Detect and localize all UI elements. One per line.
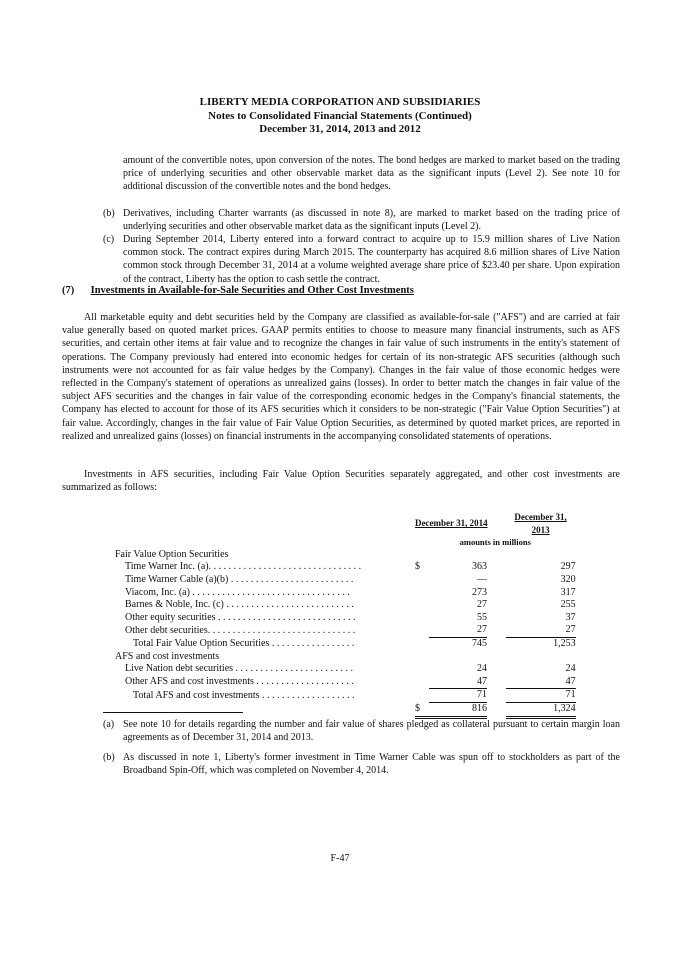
table-row: [115, 587, 576, 600]
footnote-b: [103, 751, 620, 777]
row-label: Other AFS and cost investments . . . . . . . . . . . . . . . . . . . .: [125, 676, 354, 688]
value-2014: 24: [477, 663, 487, 675]
footnote-a: [103, 718, 620, 744]
table-row: [115, 599, 576, 612]
value-2014: 363: [472, 561, 487, 573]
page-header: [0, 96, 680, 137]
subtotal-row: [115, 637, 576, 650]
group-label: AFS and cost investments: [115, 650, 220, 662]
list-item-label: (b): [103, 208, 115, 219]
column-header-2014: December 31, 2014: [415, 518, 488, 529]
value-2014: —: [477, 573, 487, 585]
continuation-paragraph: amount of the convertible notes, upon conversion of the notes. The bond hedges are marked to market based on the trading price of underlying securities and other observable market data as the significant inputs (Level 2). See note 10 for additional discussion of the convertible notes and the bond hedges.: [123, 155, 620, 193]
grand-total-row: [115, 702, 576, 717]
list-item-text: During September 2014, Liberty entered into a forward contract to acquire up to 15.9 million shares of Live Nation common stock. The contract expires during March 2015. The counterparty has acquired 8.6 million shares of Live Nation common stock through December 31, 2014 at a volume weighted average share price of $23.40 per share. Upon expiration of the contract, Liberty has the option to cash settle the contract.: [123, 234, 620, 285]
section-title: Investments in Available-for-Sale Securities and Other Cost Investments: [90, 285, 414, 296]
footnote-divider: [103, 712, 243, 713]
table-row: [115, 663, 576, 676]
company-name: LIBERTY MEDIA CORPORATION AND SUBSIDIARIES: [199, 96, 481, 108]
investments-table: [115, 511, 576, 719]
row-label: Barnes & Noble, Inc. (c) . . . . . . . . . . . . . . . . . . . . . . . . . .: [125, 599, 354, 611]
section-number: (7): [62, 285, 75, 296]
value-2014: 273: [472, 586, 487, 598]
value-2013: 24: [565, 663, 576, 675]
table-row: [115, 612, 576, 625]
value-2013: 317: [560, 586, 576, 598]
footnote-label: (a): [103, 719, 115, 730]
row-label: Viacom, Inc. (a) . . . . . . . . . . . . . . . . . . . . . . . . . . . . . . . .: [125, 586, 350, 598]
value-2013: 71: [506, 689, 576, 703]
value-2014: 71: [429, 689, 487, 703]
value-2014: 27: [477, 599, 487, 611]
group-label-row: [115, 549, 576, 562]
page-number: F-47: [330, 853, 350, 864]
column-header-2013: December 31, 2013: [514, 512, 567, 535]
value-2013: 1,324: [506, 702, 576, 717]
footnote-text: As discussed in note 1, Liberty's former investment in Time Warner Cable was spun off to stockholders as part of the Broadband Spin-Off, which was completed on November 4, 2014.: [123, 752, 620, 777]
value-2014: 47: [477, 675, 487, 687]
row-label: Total Fair Value Option Securities . . . . . . . . . . . . . . . . .: [133, 637, 355, 649]
list-item-label: (c): [103, 234, 115, 245]
footnote-text: See note 10 for details regarding the number and fair value of shares pledged as collateral pursuant to certain margin loan agreements as of December 31, 2014 and 2013.: [123, 719, 620, 744]
value-2014: 745: [429, 637, 487, 650]
body-paragraph: All marketable equity and debt securities held by the Company are classified as available-for-sale ("AFS") and are carried at fair value generally based on quoted market prices. GAAP permits entities to choose to measure many financial instruments, such as AFS securities, and certain other items at fair value and to recognize the changes in fair value of such instruments in the entity's statement of operations. The Company previously had entered into economic hedges for certain of its non-strategic AFS securities (although such instruments were not accounted for as fair value hedges by the Company). Changes in the fair value of those economic hedges were reflected in the Company's statement of operations as unrealized gains (losses). In order to better match the changes in fair value of the subject AFS securities and the changes in fair value of the corresponding economic hedges in the Company's financial statements, the Company has elected to account for those of its AFS securities which it considers to be non-strategic ("Fair Value Option Securities") at fair value. Accordingly, changes in the fair value of Fair Value Option Securities, as determined by quoted market prices, are reported in realized and unrealized gains (losses) on financial instruments in the accompanying consolidated statements of operations.: [62, 312, 620, 442]
period-line: December 31, 2014, 2013 and 2012: [259, 123, 421, 135]
units-label: amounts in millions: [459, 537, 531, 548]
table-row: [115, 574, 576, 587]
value-2014: 27: [477, 624, 487, 636]
row-label: Other equity securities . . . . . . . . . . . . . . . . . . . . . . . . . . . .: [125, 611, 356, 623]
list-item-c: [103, 233, 620, 286]
footnote-label: (b): [103, 752, 115, 763]
units-row: [115, 536, 576, 549]
group-label: Fair Value Option Securities: [115, 548, 229, 560]
table-row: [115, 561, 576, 574]
value-2013: 47: [565, 675, 576, 687]
row-label: Time Warner Inc. (a). . . . . . . . . . . . . . . . . . . . . . . . . . . . . . .: [125, 561, 362, 573]
list-item-text: Derivatives, including Charter warrants (as discussed in note 8), are marked to market based on the trading price of underlying securities and other observable market data as the significant inputs (Level 2).: [123, 208, 620, 233]
row-label: Live Nation debt securities . . . . . . . . . . . . . . . . . . . . . . . .: [125, 663, 354, 675]
group-label-row: [115, 651, 576, 664]
value-2014: 816: [429, 702, 487, 717]
body-paragraph: Investments in AFS securities, including Fair Value Option Securities separately aggregated, and other cost investments are summarized as follows:: [62, 469, 620, 494]
value-2013: 297: [560, 561, 576, 573]
value-2013: 255: [560, 599, 576, 611]
value-2013: 320: [560, 573, 576, 585]
section-heading: [62, 285, 414, 296]
notes-title: Notes to Consolidated Financial Statements (Continued): [208, 109, 472, 122]
dollar-sign: $: [415, 702, 429, 717]
dollar-sign: $: [415, 561, 420, 573]
row-label: Other debt securities. . . . . . . . . . . . . . . . . . . . . . . . . . . . . .: [125, 624, 356, 636]
list-item-b: [103, 207, 620, 233]
value-2013: 27: [565, 624, 576, 636]
row-label: Total AFS and cost investments . . . . . . . . . . . . . . . . . . .: [133, 689, 355, 701]
subtotal-row: [115, 689, 576, 703]
row-label: Time Warner Cable (a)(b) . . . . . . . . . . . . . . . . . . . . . . . . .: [125, 573, 354, 585]
value-2013: 37: [565, 611, 576, 623]
table-header-row: [115, 511, 576, 536]
table-row: [115, 676, 576, 689]
value-2013: 1,253: [506, 637, 576, 650]
value-2014: 55: [477, 611, 487, 623]
table-row: [115, 624, 576, 637]
